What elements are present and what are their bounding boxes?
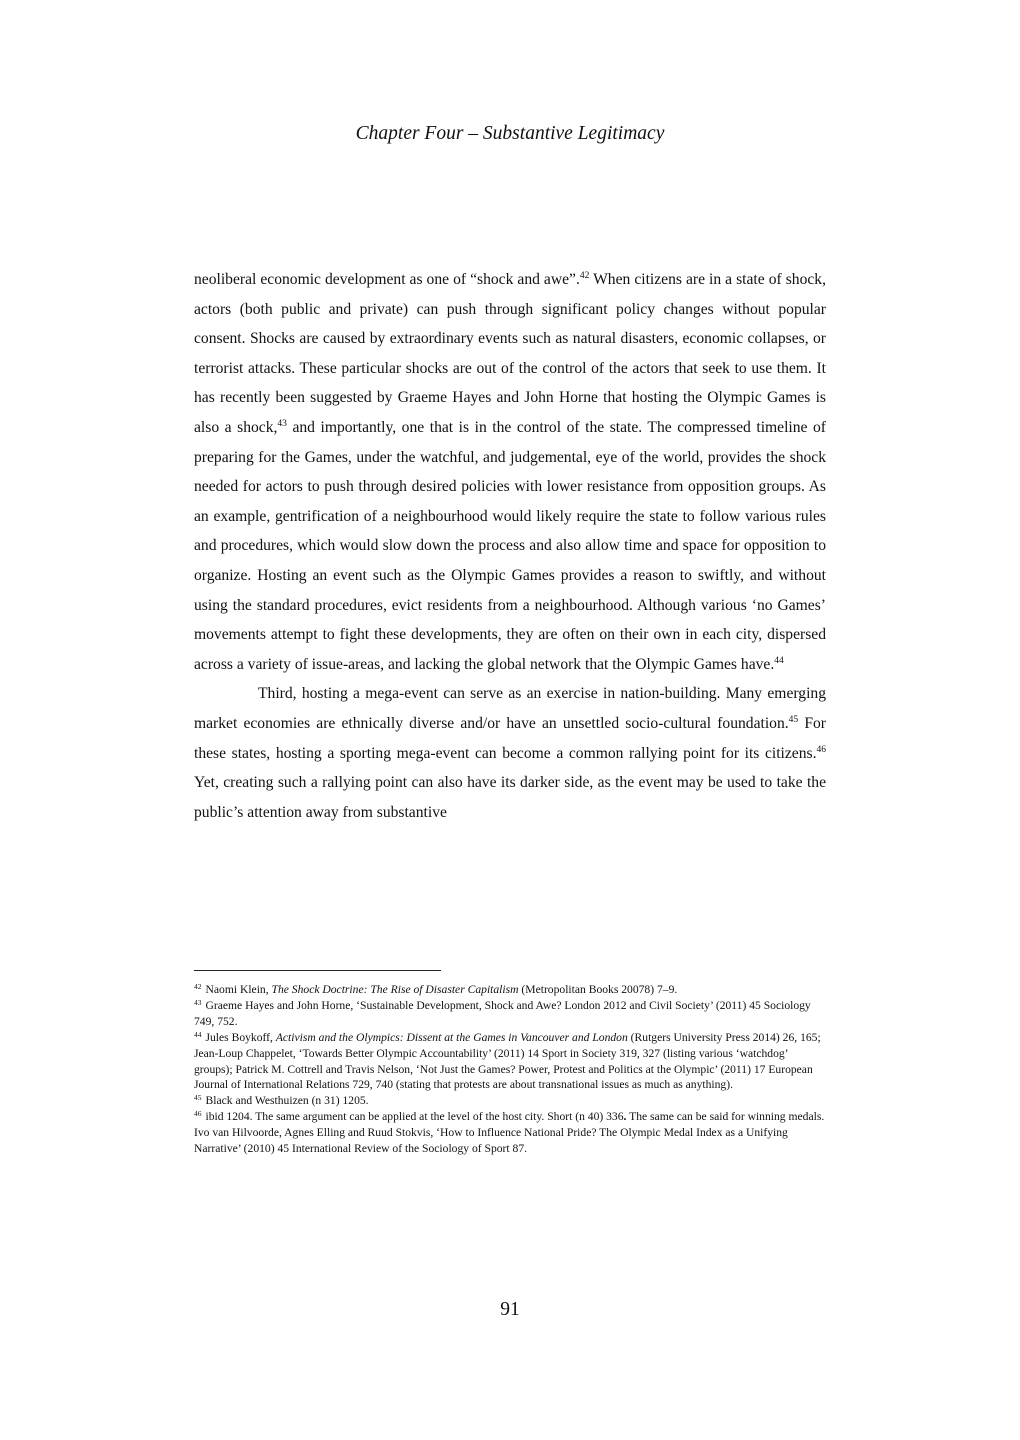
footnote-text: . <box>623 1110 627 1124</box>
footnote-text: ibid 1204. The same argument can be applied at the level of the host city. Short (n 40) 336 <box>205 1110 624 1124</box>
footnote-44 <box>194 1030 826 1094</box>
paragraph-continued <box>194 265 826 679</box>
footnote-text: Naomi Klein, <box>205 983 272 996</box>
footnote-number: 46 <box>194 1109 202 1119</box>
footnote-text: (Rutgers University Press 2014) 26, 165; Jean-Loup Chappelet, ‘Towards Better Olympic Accountability’ (2011) 14 Sport in Society 319, 327 (listing various ‘watchdog’ groups); Patrick M. Cottrell and Travis Nelson, ‘Not Just the Games? Power, Protest and Politics at the Olympic’ (2011) 17 European Journal of International Relations 729, 740 (stating that protests are about transnational issues as much as anything). <box>194 1030 821 1092</box>
footnote-text: (Metropolitan Books 20078) 7–9. <box>518 983 678 996</box>
footnote-ref-43[interactable]: 43 <box>277 418 287 429</box>
footnote-ref-46[interactable]: 46 <box>816 744 826 755</box>
footnote-42 <box>194 982 826 998</box>
page-number: 91 <box>500 1299 520 1320</box>
footnote-number: 44 <box>194 1029 202 1039</box>
footnote-46 <box>194 1109 826 1157</box>
running-header: Chapter Four – Substantive Legitimacy <box>355 123 665 144</box>
footnote-ref-45[interactable]: 45 <box>788 714 799 725</box>
footnote-text: Black and Westhuizen (n 31) 1205. <box>205 1094 369 1108</box>
paragraph-text: When citizens are in a state of shock, actors (both public and private) can push through significant policy changes without popular consent. Shocks are caused by extraordinary events such as natural disasters, economic collapses, or terrorist attacks. These particular shocks are out of the control of the actors that seek to use them. It has recently been suggested by Graeme Hayes and John Horne that hosting the Olympic Games is also a shock, <box>194 271 826 436</box>
footnotes <box>194 982 826 1157</box>
paragraph-nation-building <box>194 679 826 827</box>
footnote-title: The Shock Doctrine: The Rise of Disaster Capitalism <box>271 983 519 996</box>
footnote-number: 42 <box>194 982 202 991</box>
footnote-ref-44[interactable]: 44 <box>774 655 784 666</box>
paragraph-text: Yet, creating such a rallying point can also have its darker side, as the event may be used to take the public’s attention away from substantive <box>194 774 826 821</box>
footnote-text: Jules Boykoff, <box>205 1030 276 1044</box>
footnote-text: Graeme Hayes and John Horne, ‘Sustainable Development, Shock and Awe? London 2012 and Civil Society’ (2011) 45 Sociology 749, 752. <box>194 998 811 1028</box>
paragraph-text: For these states, hosting a sporting mega-event can become a common rallying point for its citizens. <box>194 714 826 762</box>
footnote-title: Activism and the Olympics: Dissent at the Games in Vancouver and London <box>275 1030 628 1044</box>
footnote-ref-42[interactable]: 42 <box>579 271 590 281</box>
paragraph-text: neoliberal economic development as one of “shock and awe”. <box>194 271 580 288</box>
footnote-separator <box>194 970 441 971</box>
footnote-45 <box>194 1093 826 1109</box>
footnote-text: The same can be said for winning medals. Ivo van Hilvoorde, Agnes Elling and Ruud Stokvis, ‘How to Influence National Pride? The Olympic Medal Index as a Unifying Narrative’ (2010) 45 International Review of the Sociology of Sport 87. <box>194 1110 825 1156</box>
footnote-43 <box>194 998 826 1030</box>
footnote-number: 43 <box>194 997 202 1007</box>
footnote-number: 45 <box>194 1093 202 1103</box>
paragraph-text: and importantly, one that is in the control of the state. The compressed timeline of preparing for the Games, under the watchful, and judgemental, eye of the world, provides the shock needed for actors to push through desired policies with lower resistance from opposition groups. As an example, gentrification of a neighbourhood would likely require the state to follow various rules and procedures, which would slow down the process and also allow time and space for opposition to organize. Hosting an event such as the Olympic Games provides a reason to swiftly, and without using the standard procedures, evict residents from a neighbourhood. Although various ‘no Games’ movements attempt to fight these developments, they are often on their own in each city, dispersed across a variety of issue-areas, and lacking the global network that the Olympic Games have. <box>194 418 826 673</box>
paragraph-text: Third, hosting a mega-event can serve as an exercise in nation-building. Many emerging market economies are ethnically diverse and/or have an unsettled socio-cultural foundation. <box>194 685 826 732</box>
body-text <box>194 265 826 827</box>
